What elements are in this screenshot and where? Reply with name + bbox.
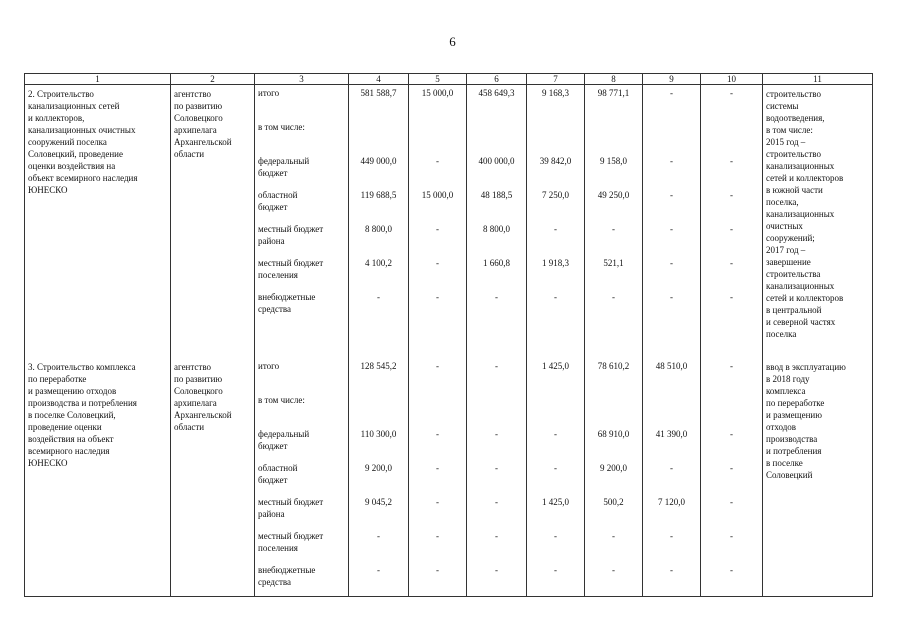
funding-source-label: федеральный бюджет bbox=[258, 429, 310, 451]
funding-source-item bbox=[255, 528, 348, 562]
column-header: 8 bbox=[585, 74, 643, 85]
amount-value bbox=[409, 392, 466, 426]
column-header: 9 bbox=[643, 74, 701, 85]
amount-value: - bbox=[495, 429, 498, 439]
amount-list bbox=[585, 358, 642, 596]
funding-source-list bbox=[255, 358, 348, 596]
funding-source-label: местный бюджет поселения bbox=[258, 531, 324, 553]
amount-value: 8 800,0 bbox=[483, 224, 510, 234]
amount-value: - bbox=[436, 292, 439, 302]
amount-value: - bbox=[554, 463, 557, 473]
column-header-row bbox=[25, 74, 873, 85]
funding-source-item bbox=[255, 494, 348, 528]
amount-value: - bbox=[436, 531, 439, 541]
amount-value: 48 510,0 bbox=[655, 361, 688, 371]
funding-source-label: местный бюджет района bbox=[258, 497, 324, 519]
amount-value: 1 918,3 bbox=[542, 258, 569, 268]
funding-source-label: внебюджетные средства bbox=[258, 292, 316, 314]
funding-source-label: областной бюджет bbox=[258, 190, 298, 212]
result-description-cell bbox=[763, 85, 873, 341]
amount-value: - bbox=[670, 156, 673, 166]
amount-value: 48 188,5 bbox=[480, 190, 513, 200]
amount-column-10 bbox=[701, 85, 763, 341]
amount-value bbox=[701, 119, 762, 153]
amount-value: 110 300,0 bbox=[360, 429, 397, 439]
funding-source-list bbox=[255, 85, 348, 323]
amount-value: - bbox=[436, 361, 439, 371]
amount-list bbox=[467, 85, 526, 323]
object-name: 2. Строительство канализационных сетей и коллекторов, канализационных очистных сооружений поселка Соловецкий, проведение оценки воздействия на объект всемирного наследия ЮНЕСКО bbox=[28, 89, 138, 195]
amount-value: - bbox=[495, 361, 498, 371]
amount-value: - bbox=[670, 463, 673, 473]
amount-list bbox=[349, 85, 408, 323]
amount-value: 15 000,0 bbox=[421, 190, 454, 200]
funding-source-item bbox=[255, 119, 348, 153]
funding-source-item bbox=[255, 153, 348, 187]
amount-list bbox=[527, 358, 584, 596]
amount-value: - bbox=[554, 531, 557, 541]
amount-column-9 bbox=[643, 358, 701, 597]
amount-value: 1 425,0 bbox=[542, 497, 569, 507]
amount-value: 98 771,1 bbox=[597, 88, 630, 98]
amount-value: - bbox=[495, 497, 498, 507]
amount-list bbox=[409, 85, 466, 323]
column-header: 10 bbox=[701, 74, 763, 85]
spacer-cell bbox=[643, 340, 701, 358]
amount-value: - bbox=[436, 463, 439, 473]
funding-source-label: областной бюджет bbox=[258, 463, 298, 485]
amount-value: - bbox=[436, 224, 439, 234]
amount-column-8 bbox=[585, 358, 643, 597]
spacer-cell bbox=[349, 340, 409, 358]
amount-value: - bbox=[495, 463, 498, 473]
object-name: 3. Строительство комплекса по переработке и размещению отходов производства и потребления в поселке Соловецкий, проведение оценки воздействия на объект всемирного наследия ЮНЕСКО bbox=[28, 362, 137, 468]
amount-value: - bbox=[436, 156, 439, 166]
amount-value: - bbox=[495, 292, 498, 302]
amount-column-4 bbox=[349, 358, 409, 597]
amount-value: 1 660,8 bbox=[483, 258, 510, 268]
amount-value: - bbox=[670, 190, 673, 200]
amount-value bbox=[349, 119, 408, 153]
funding-source-label: местный бюджет поселения bbox=[258, 258, 324, 280]
amount-value bbox=[527, 119, 584, 153]
amount-column-7 bbox=[527, 85, 585, 341]
funding-source-item bbox=[255, 562, 348, 596]
amount-value bbox=[643, 119, 700, 153]
amount-value: 78 610,2 bbox=[597, 361, 630, 371]
amount-value: - bbox=[670, 565, 673, 575]
amount-value: - bbox=[612, 292, 615, 302]
funding-source-item bbox=[255, 221, 348, 255]
amount-list bbox=[643, 358, 700, 596]
funding-source-label: итого bbox=[258, 361, 280, 371]
funding-source-cell bbox=[255, 85, 349, 341]
amount-column-7 bbox=[527, 358, 585, 597]
amount-value: 9 168,3 bbox=[542, 88, 569, 98]
amount-value: - bbox=[377, 565, 380, 575]
amount-value: - bbox=[670, 224, 673, 234]
amount-list bbox=[409, 358, 466, 596]
amount-value: 1 425,0 bbox=[542, 361, 569, 371]
column-header: 11 bbox=[763, 74, 873, 85]
budget-table bbox=[24, 73, 873, 597]
column-header: 7 bbox=[527, 74, 585, 85]
amount-value: 4 100,2 bbox=[365, 258, 392, 268]
column-header: 1 bbox=[25, 74, 171, 85]
amount-value: - bbox=[670, 258, 673, 268]
amount-list bbox=[701, 85, 762, 323]
amount-value: 41 390,0 bbox=[655, 429, 688, 439]
amount-column-6 bbox=[467, 358, 527, 597]
result-description-cell bbox=[763, 358, 873, 597]
amount-list bbox=[527, 85, 584, 323]
spacer-cell bbox=[25, 340, 171, 358]
amount-value: 7 250,0 bbox=[542, 190, 569, 200]
page-number: 6 bbox=[449, 34, 456, 49]
executor-cell bbox=[171, 85, 255, 341]
amount-value: - bbox=[377, 292, 380, 302]
spacer-cell bbox=[467, 340, 527, 358]
spacer-cell bbox=[409, 340, 467, 358]
funding-source-item bbox=[255, 392, 348, 426]
amount-value: 7 120,0 bbox=[658, 497, 685, 507]
amount-value bbox=[349, 392, 408, 426]
spacer-cell bbox=[255, 340, 349, 358]
executor: агентство по развитию Соловецкого архипелага Архангельской области bbox=[174, 89, 232, 159]
amount-value: - bbox=[612, 565, 615, 575]
object-name-cell bbox=[25, 358, 171, 597]
amount-value bbox=[527, 392, 584, 426]
amount-value: 15 000,0 bbox=[421, 88, 454, 98]
amount-value bbox=[467, 119, 526, 153]
funding-source-item bbox=[255, 289, 348, 323]
executor: агентство по развитию Соловецкого архипелага Архангельской области bbox=[174, 362, 232, 432]
column-header: 2 bbox=[171, 74, 255, 85]
amount-value: 8 800,0 bbox=[365, 224, 392, 234]
amount-value: 458 649,3 bbox=[478, 88, 515, 98]
spacer-cell bbox=[171, 340, 255, 358]
amount-value: 9 200,0 bbox=[365, 463, 392, 473]
amount-value: 39 842,0 bbox=[539, 156, 572, 166]
amount-column-6 bbox=[467, 85, 527, 341]
amount-value: - bbox=[670, 531, 673, 541]
amount-value: 9 158,0 bbox=[600, 156, 627, 166]
amount-value: - bbox=[670, 292, 673, 302]
column-header: 4 bbox=[349, 74, 409, 85]
funding-source-item bbox=[255, 426, 348, 460]
amount-value: - bbox=[554, 565, 557, 575]
amount-list bbox=[585, 85, 642, 323]
table-row bbox=[25, 358, 873, 597]
spacer-cell bbox=[701, 340, 763, 358]
amount-value: - bbox=[730, 88, 733, 98]
amount-value: - bbox=[436, 565, 439, 575]
spacer-cell bbox=[585, 340, 643, 358]
amount-list bbox=[701, 358, 762, 596]
amount-value: - bbox=[554, 224, 557, 234]
amount-value: - bbox=[730, 531, 733, 541]
amount-value: - bbox=[730, 429, 733, 439]
amount-value: 49 250,0 bbox=[597, 190, 630, 200]
amount-value bbox=[409, 119, 466, 153]
amount-value: - bbox=[612, 531, 615, 541]
funding-source-label: внебюджетные средства bbox=[258, 565, 316, 587]
amount-value: - bbox=[730, 361, 733, 371]
funding-source-item bbox=[255, 358, 348, 392]
amount-value bbox=[701, 392, 762, 426]
amount-column-5 bbox=[409, 358, 467, 597]
amount-value: - bbox=[436, 258, 439, 268]
amount-list bbox=[643, 85, 700, 323]
column-header: 6 bbox=[467, 74, 527, 85]
amount-value: - bbox=[554, 429, 557, 439]
amount-value bbox=[585, 119, 642, 153]
amount-value: 119 688,5 bbox=[360, 190, 397, 200]
spacer-cell bbox=[763, 340, 873, 358]
amount-value: - bbox=[436, 497, 439, 507]
amount-value: 9 200,0 bbox=[600, 463, 627, 473]
amount-value: 581 588,7 bbox=[360, 88, 397, 98]
amount-value: - bbox=[730, 224, 733, 234]
amount-value: - bbox=[670, 88, 673, 98]
amount-value: - bbox=[730, 292, 733, 302]
funding-source-label: федеральный бюджет bbox=[258, 156, 310, 178]
funding-source-item bbox=[255, 187, 348, 221]
funding-source-label: местный бюджет района bbox=[258, 224, 324, 246]
amount-value: - bbox=[612, 224, 615, 234]
amount-value: 521,1 bbox=[603, 258, 624, 268]
amount-value: - bbox=[730, 190, 733, 200]
funding-source-label: в том числе: bbox=[258, 122, 305, 132]
row-spacer bbox=[25, 340, 873, 358]
amount-value bbox=[643, 392, 700, 426]
column-header: 5 bbox=[409, 74, 467, 85]
column-header: 3 bbox=[255, 74, 349, 85]
result-description: ввод в эксплуатацию в 2018 году комплекса по переработке и размещению отходов производства и потребления в поселке Соловецкий bbox=[766, 362, 846, 480]
object-name-cell bbox=[25, 85, 171, 341]
funding-source-item bbox=[255, 85, 348, 119]
amount-value: - bbox=[730, 156, 733, 166]
amount-value: - bbox=[730, 497, 733, 507]
amount-column-8 bbox=[585, 85, 643, 341]
amount-value: - bbox=[495, 565, 498, 575]
funding-source-label: итого bbox=[258, 88, 280, 98]
amount-value: - bbox=[436, 429, 439, 439]
amount-value: 500,2 bbox=[603, 497, 624, 507]
amount-value bbox=[585, 392, 642, 426]
result-description: строительство системы водоотведения, в том числе: 2015 год – строительство канализационных сетей и коллекторов в южной части поселка, канализационных очистных сооружений; 2017 год – завершение строительства канализационных сетей и коллекторов в центральной и северной частях поселка bbox=[766, 89, 844, 339]
amount-value: - bbox=[730, 565, 733, 575]
amount-value: - bbox=[377, 531, 380, 541]
spacer-cell bbox=[527, 340, 585, 358]
amount-column-4 bbox=[349, 85, 409, 341]
amount-value: 449 000,0 bbox=[360, 156, 397, 166]
amount-value: - bbox=[495, 531, 498, 541]
funding-source-label: в том числе: bbox=[258, 395, 305, 405]
funding-source-item bbox=[255, 460, 348, 494]
table-body bbox=[25, 85, 873, 597]
amount-value: 400 000,0 bbox=[478, 156, 515, 166]
amount-value bbox=[467, 392, 526, 426]
funding-source-cell bbox=[255, 358, 349, 597]
amount-list bbox=[467, 358, 526, 596]
executor-cell bbox=[171, 358, 255, 597]
amount-value: 68 910,0 bbox=[597, 429, 630, 439]
amount-value: 128 545,2 bbox=[360, 361, 397, 371]
funding-source-item bbox=[255, 255, 348, 289]
amount-column-5 bbox=[409, 85, 467, 341]
amount-column-10 bbox=[701, 358, 763, 597]
amount-list bbox=[349, 358, 408, 596]
amount-value: - bbox=[730, 463, 733, 473]
amount-column-9 bbox=[643, 85, 701, 341]
amount-value: 9 045,2 bbox=[365, 497, 392, 507]
table-row bbox=[25, 85, 873, 341]
amount-value: - bbox=[554, 292, 557, 302]
amount-value: - bbox=[730, 258, 733, 268]
